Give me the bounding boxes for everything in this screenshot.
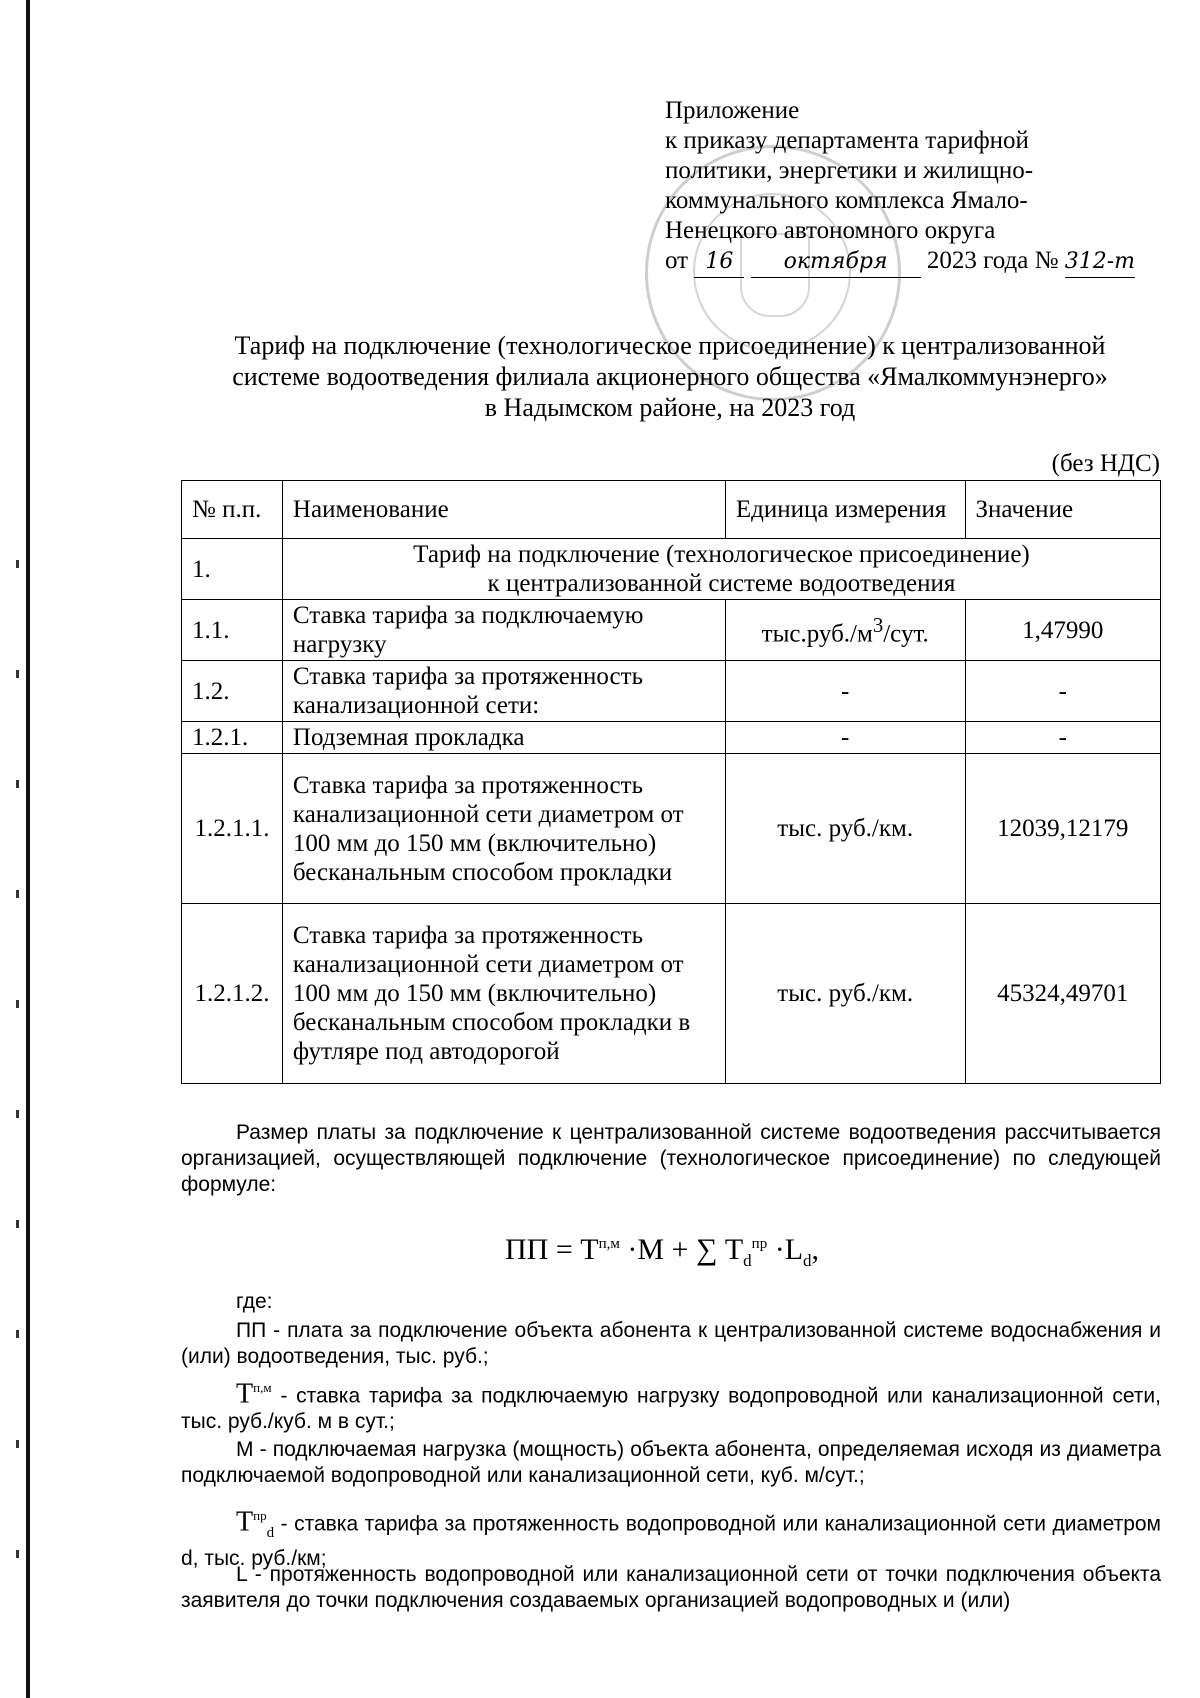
appendix-line: коммунального комплекса Ямало- (665, 187, 1028, 214)
row-value: 1,47990 (965, 600, 1160, 661)
row-num: 1.2.1. (182, 722, 283, 754)
symbol-sub: d (266, 1524, 275, 1541)
scan-edge (26, 0, 30, 1698)
row-name: Ставка тарифа за протяженность канализационной сети: (282, 661, 725, 722)
appendix-line: Ненецкого автономного округа (665, 217, 996, 244)
formula-mid: ·М + ∑ Т (619, 1233, 744, 1266)
definition-text: М - подключаемая нагрузка (мощность) объекта абонента, определяемая исходя из диаметра подключаемой водопроводной или канализационной сети, куб. м/сут.; (181, 1438, 1161, 1487)
table-header-row (182, 481, 1161, 539)
title-line: системе водоотведения филиала акционерного общества «Ямалкоммунэнерго» (232, 362, 1108, 391)
row-name: Подземная прокладка (282, 722, 725, 754)
header-unit: Единица измерения (725, 481, 965, 539)
header-name: Наименование (282, 481, 725, 539)
row-value: - (965, 722, 1160, 754)
handwritten-month: октября (751, 247, 921, 278)
symbol-letter: Т (236, 1378, 254, 1410)
formula-lhs: ПП (505, 1233, 549, 1266)
definition-text: L - протяженность водопроводной или канализационной сети от точки подключения объекта заявителя до точки подключения создаваемых организацией водопроводных и (или) (181, 1563, 1161, 1612)
intro-text: Размер платы за подключение к централизованной системе водоотведения рассчитывается организацией, осуществляющей подключение (технологическое присоединение) по следующей формуле: (181, 1121, 1161, 1196)
definition-text: - ставка тарифа за протяженность водопроводной или канализационной сети диаметром d, тыс. руб./км; (181, 1512, 1161, 1570)
row-value: - (965, 661, 1160, 722)
tariff-table (181, 480, 1161, 1084)
table-row (182, 904, 1161, 1084)
unit-text: тыс.руб./м (761, 620, 873, 648)
definition-pp (181, 1318, 1161, 1370)
payment-formula (505, 1233, 819, 1271)
row-num: 1.1. (182, 600, 283, 661)
table-row (182, 661, 1161, 722)
formula-comma: , (811, 1233, 820, 1266)
formula-sup: п,м (598, 1236, 620, 1252)
table-row (182, 722, 1161, 754)
symbol-sup: пр (253, 1508, 267, 1523)
appendix-line: Приложение (665, 97, 800, 124)
appendix-line: политики, энергетики и жилищно- (665, 157, 1034, 184)
handwritten-day: 16 (694, 247, 744, 278)
header-num: № п.п. (182, 481, 283, 539)
section-title-line: к централизованной системе водоотведения (487, 570, 956, 597)
table-row (182, 754, 1161, 904)
unit-superscript: 3 (872, 613, 884, 638)
row-unit: - (725, 661, 965, 722)
date-year: 2023 года № (926, 247, 1059, 274)
row-num: 1.2.1.2. (182, 904, 283, 1084)
formula-eq: = Т (548, 1233, 599, 1266)
handwritten-order-number: 312-т (1065, 247, 1135, 278)
vat-note: (без НДС) (1051, 450, 1160, 477)
row-unit: тыс. руб./км. (725, 904, 965, 1084)
definition-text: ПП - плата за подключение объекта абонента к централизованной системе водоснабжения и (или) водоотведения, тыс. руб.; (181, 1319, 1161, 1368)
date-prefix: от (665, 247, 689, 274)
formula-sub: d (743, 1251, 752, 1270)
row-name: Ставка тарифа за протяженность канализационной сети диаметром от 100 мм до 150 мм (включительно) бесканальным способом прокладки в футляре под автодорогой (282, 904, 725, 1084)
order-date-line (665, 246, 1145, 278)
table-row (182, 600, 1161, 661)
scan-marks (16, 560, 19, 1560)
formula-tail: ·L (767, 1233, 804, 1266)
row-value: 12039,12179 (965, 754, 1160, 904)
appendix-line: к приказу департамента тарифной (665, 127, 1029, 154)
where-label: где: (236, 1290, 273, 1313)
definition-l (181, 1562, 1161, 1614)
row-unit: тыс. руб./км. (725, 754, 965, 904)
section-title (282, 539, 1160, 600)
header-value: Значение (965, 481, 1160, 539)
unit-text: /сут. (883, 620, 929, 648)
section-title-line: Тариф на подключение (технологическое присоединение) (413, 541, 1030, 568)
definition-text: - ставка тарифа за подключаемую нагрузку водопроводной или канализационной сети, тыс. руб./куб. м в сут.; (181, 1384, 1161, 1434)
definition-tpm (181, 1375, 1161, 1435)
row-name: Ставка тарифа за протяженность канализационной сети диаметром от 100 мм до 150 мм (включительно) бесканальным способом прокладки (282, 754, 725, 904)
section-num: 1. (182, 539, 283, 600)
table-row (182, 539, 1161, 600)
document-title (180, 330, 1160, 423)
intro-paragraph (181, 1120, 1161, 1198)
symbol-sup: п,м (253, 1380, 272, 1395)
tariff-symbol (236, 1375, 272, 1410)
symbol-letter: Т (236, 1506, 254, 1538)
formula-sub: d (803, 1251, 812, 1270)
row-name: Ставка тарифа за подключаемую нагрузку (282, 600, 725, 661)
tariff-symbol (236, 1503, 274, 1546)
row-value: 45324,49701 (965, 904, 1160, 1084)
row-num: 1.2. (182, 661, 283, 722)
title-line: Тариф на подключение (технологическое присоединение) к централизованной (234, 331, 1106, 360)
row-num: 1.2.1.1. (182, 754, 283, 904)
appendix-header (665, 96, 1145, 278)
definition-m (181, 1437, 1161, 1489)
row-unit: - (725, 722, 965, 754)
formula-sup: пр (751, 1236, 768, 1252)
row-unit (725, 600, 965, 661)
title-line: в Надымском районе, на 2023 год (484, 393, 856, 422)
